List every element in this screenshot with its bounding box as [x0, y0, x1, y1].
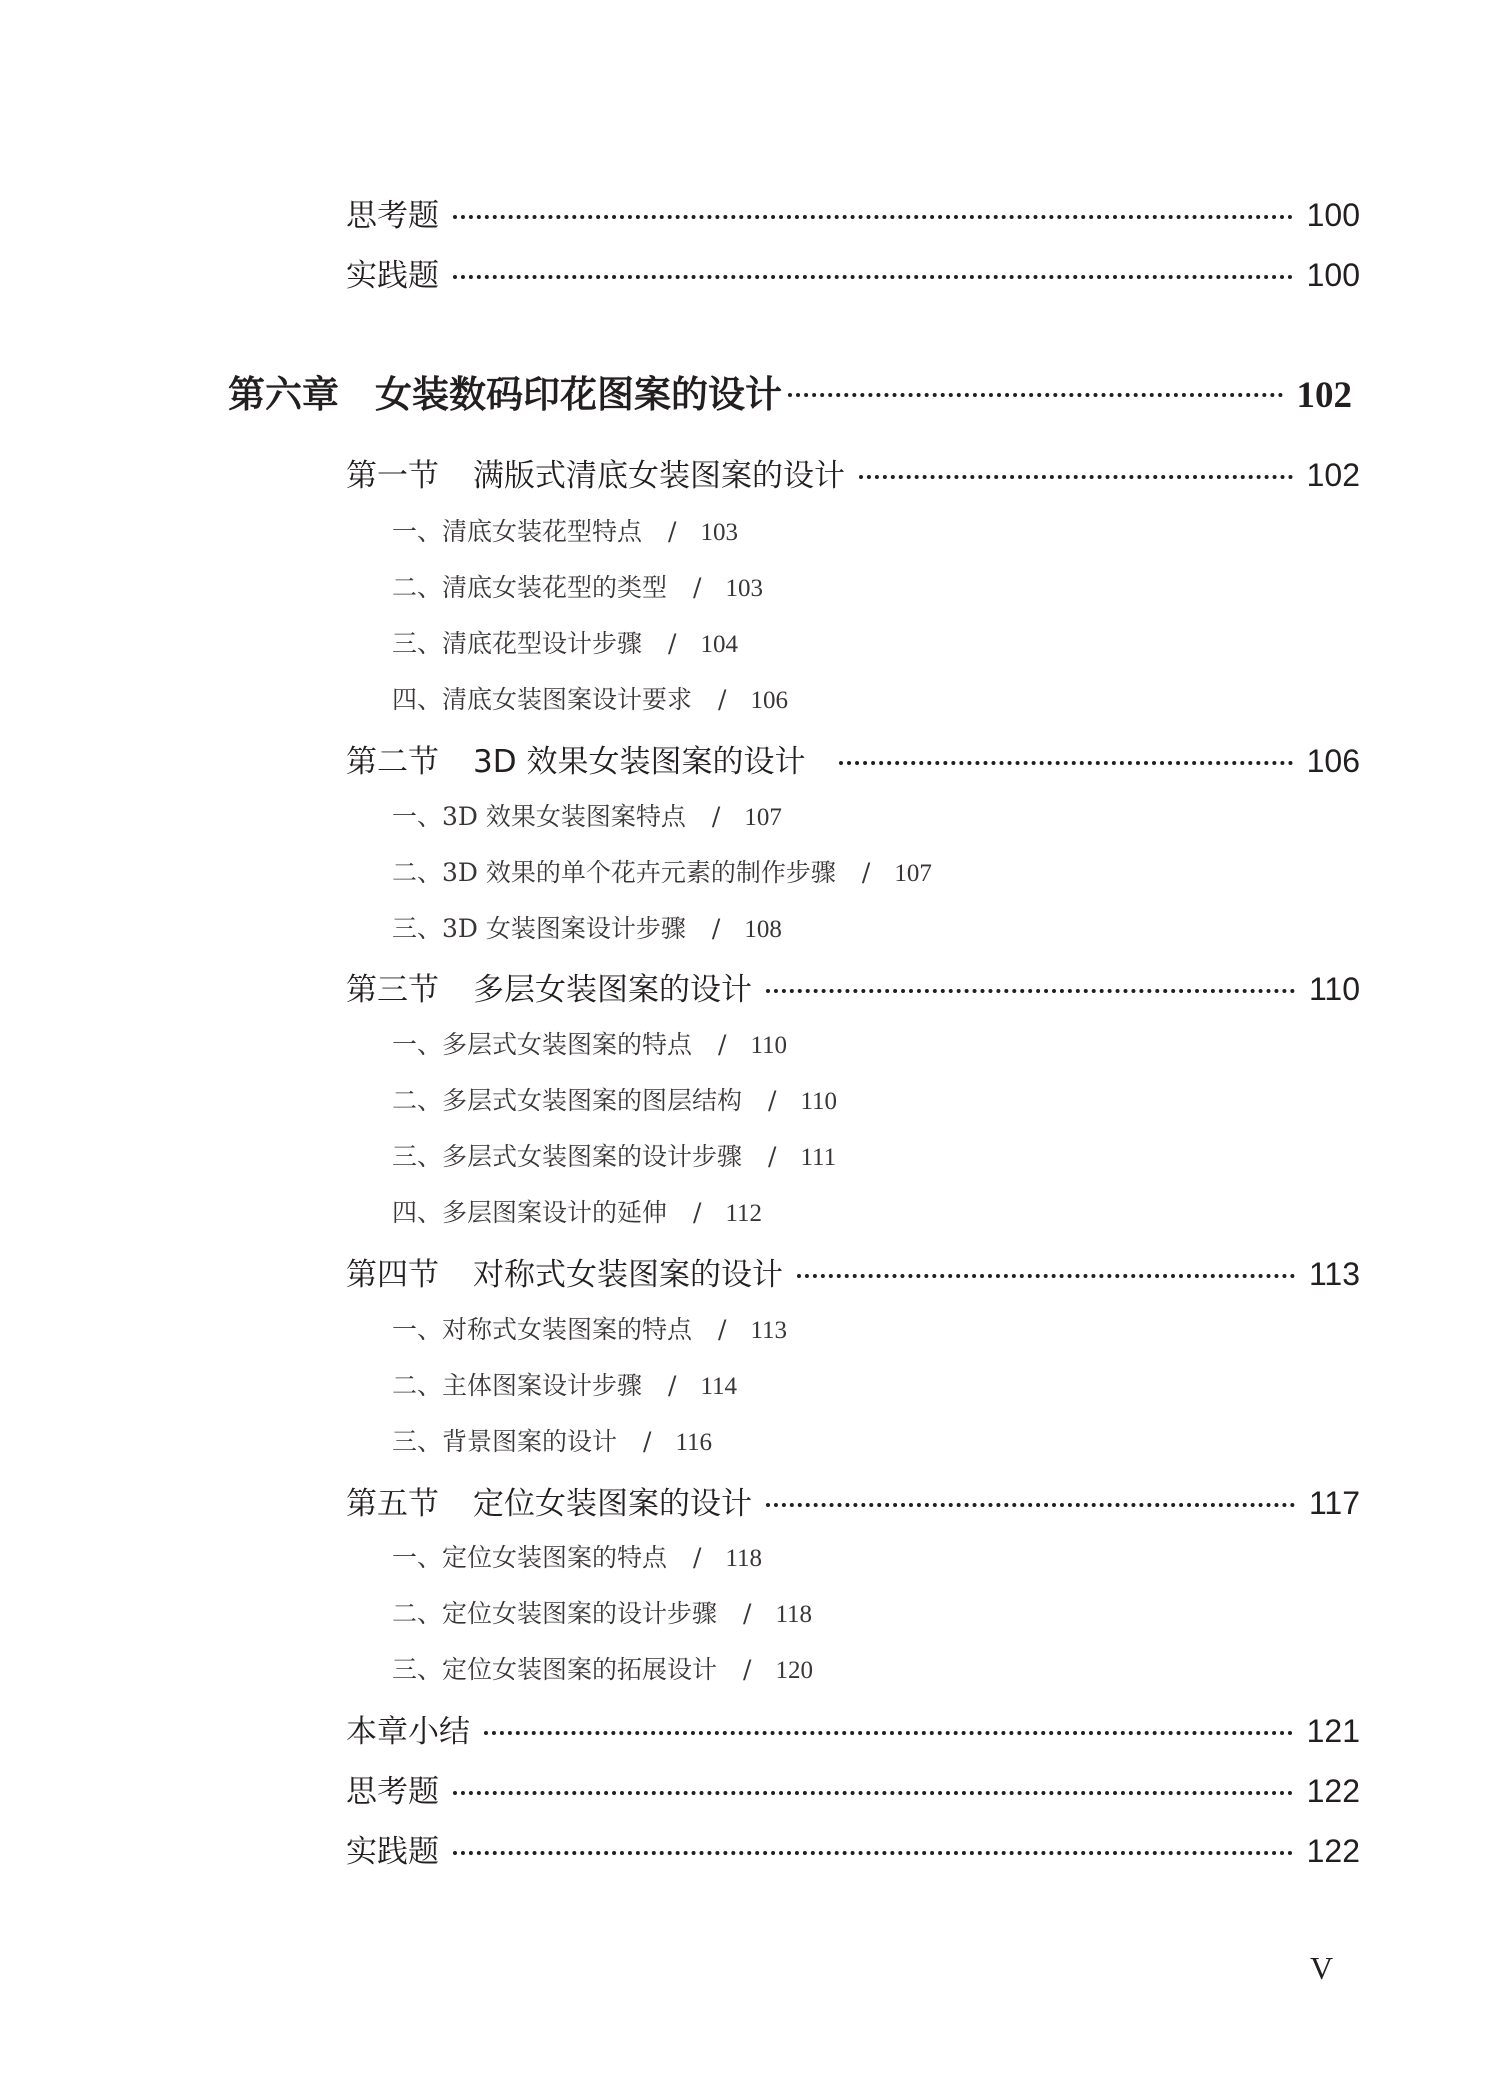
- subitem-label: 四、清底女装图案设计要求: [392, 685, 693, 714]
- section-page: 113: [1308, 1256, 1360, 1292]
- toc-subitem[interactable]: [392, 1310, 787, 1346]
- toc-subitem[interactable]: [392, 1366, 737, 1402]
- section-number: 第一节: [346, 458, 439, 494]
- entry-page: 100: [1306, 197, 1360, 233]
- separator-slash: /: [861, 858, 871, 887]
- toc-section-entry[interactable]: [346, 1478, 1360, 1523]
- subitem-page: 107: [894, 860, 932, 887]
- subitem-label: 三、多层式女装图案的设计步骤: [392, 1142, 743, 1171]
- separator-slash: /: [718, 1030, 727, 1059]
- leader-dots: [453, 1851, 1293, 1855]
- toc-subitem[interactable]: [392, 624, 738, 660]
- separator-slash: /: [768, 1142, 777, 1171]
- section-title: 定位女装图案的设计: [473, 1486, 752, 1522]
- subitem-page: 110: [750, 1032, 788, 1059]
- toc-section-entry[interactable]: [346, 450, 1360, 495]
- subitem-page: 103: [700, 519, 738, 546]
- subitem-label: 一、多层式女装图案的特点: [392, 1030, 693, 1059]
- toc-subitem[interactable]: [392, 568, 763, 604]
- leader-dots: [453, 215, 1293, 219]
- separator-slash: /: [718, 685, 727, 714]
- section-page: 117: [1308, 1485, 1360, 1521]
- separator-slash: /: [718, 1315, 727, 1344]
- separator-slash: /: [711, 914, 721, 943]
- toc-subitem[interactable]: [392, 1422, 712, 1458]
- subitem-page: 111: [800, 1144, 837, 1171]
- subitem-page: 114: [700, 1373, 738, 1400]
- separator-slash: /: [668, 517, 677, 546]
- separator-slash: /: [743, 1655, 752, 1684]
- subitem-label: 一、对称式女装图案的特点: [392, 1315, 693, 1344]
- toc-subitem[interactable]: [392, 1081, 837, 1117]
- leader-dots: [484, 1731, 1293, 1735]
- subitem-label: 一、3D 效果女装图案特点: [392, 802, 686, 831]
- toc-section-entry[interactable]: [346, 1249, 1360, 1294]
- subitem-label: 三、3D 女装图案设计步骤: [392, 914, 686, 943]
- entry-label: 思考题: [346, 198, 439, 234]
- subitem-label: 三、定位女装图案的拓展设计: [392, 1655, 718, 1684]
- section-page: 102: [1306, 457, 1360, 493]
- chapter-title: 女装数码印花图案的设计: [375, 372, 782, 416]
- section-page: 106: [1306, 743, 1360, 779]
- leader-dots: [859, 475, 1293, 479]
- leader-dots: [788, 393, 1283, 397]
- toc-subitem[interactable]: [392, 909, 782, 945]
- separator-slash: /: [668, 1371, 677, 1400]
- entry-page: 121: [1306, 1713, 1360, 1749]
- toc-subitem[interactable]: [392, 1025, 787, 1061]
- toc-subitem[interactable]: [392, 1193, 762, 1229]
- subitem-page: 110: [800, 1088, 838, 1115]
- entry-page: 122: [1306, 1773, 1360, 1809]
- entry-label: 实践题: [346, 258, 439, 294]
- separator-slash: /: [693, 1198, 702, 1227]
- section-title: 满版式清底女装图案的设计: [473, 458, 845, 494]
- section-number: 第三节: [346, 972, 439, 1008]
- toc-entry-exercises[interactable]: [346, 190, 1360, 235]
- entry-page: 122: [1306, 1833, 1360, 1869]
- toc-subitem[interactable]: [392, 1538, 762, 1574]
- toc-subitem[interactable]: [392, 1594, 812, 1630]
- subitem-label: 四、多层图案设计的延伸: [392, 1198, 668, 1227]
- subitem-page: 118: [775, 1601, 813, 1628]
- subitem-label: 二、定位女装图案的设计步骤: [392, 1599, 718, 1628]
- chapter-page: 102: [1296, 375, 1352, 416]
- toc-entry-exercises[interactable]: [346, 1766, 1360, 1811]
- subitem-label: 一、定位女装图案的特点: [392, 1543, 668, 1572]
- subitem-page: 108: [744, 916, 782, 943]
- subitem-page: 120: [775, 1657, 813, 1684]
- section-number: 第四节: [346, 1257, 439, 1293]
- subitem-page: 104: [700, 631, 738, 658]
- toc-section-entry[interactable]: [346, 736, 1360, 781]
- leader-dots: [453, 275, 1293, 279]
- entry-label: 本章小结: [346, 1714, 470, 1750]
- subitem-label: 二、主体图案设计步骤: [392, 1371, 643, 1400]
- toc-entry-practice[interactable]: [346, 250, 1360, 295]
- separator-slash: /: [711, 802, 721, 831]
- separator-slash: /: [743, 1599, 752, 1628]
- subitem-page: 116: [675, 1429, 713, 1456]
- section-title: 3D 效果女装图案的设计: [473, 744, 806, 780]
- leader-dots: [839, 761, 1292, 765]
- leader-dots: [766, 1503, 1295, 1507]
- toc-entry-summary[interactable]: [346, 1706, 1360, 1751]
- separator-slash: /: [693, 1543, 702, 1572]
- toc-subitem[interactable]: [392, 797, 782, 833]
- toc-entry-practice[interactable]: [346, 1826, 1360, 1871]
- subitem-label: 一、清底女装花型特点: [392, 517, 643, 546]
- entry-label: 思考题: [346, 1774, 439, 1810]
- chapter-number: 第六章: [228, 372, 339, 416]
- entry-page: 100: [1306, 257, 1360, 293]
- subitem-label: 二、3D 效果的单个花卉元素的制作步骤: [392, 858, 836, 887]
- subitem-label: 三、背景图案的设计: [392, 1427, 618, 1456]
- toc-section-entry[interactable]: [346, 964, 1360, 1009]
- subitem-page: 112: [725, 1200, 763, 1227]
- section-page: 110: [1308, 971, 1360, 1007]
- separator-slash: /: [693, 573, 702, 602]
- toc-subitem[interactable]: [392, 1137, 836, 1173]
- subitem-page: 103: [725, 575, 763, 602]
- leader-dots: [797, 1274, 1295, 1278]
- section-number: 第二节: [346, 744, 439, 780]
- separator-slash: /: [668, 629, 677, 658]
- subitem-page: 106: [750, 687, 788, 714]
- subitem-page: 113: [750, 1317, 788, 1344]
- toc-subitem[interactable]: [392, 512, 738, 548]
- subitem-page: 107: [744, 804, 782, 831]
- toc-chapter-entry[interactable]: [228, 364, 1352, 418]
- entry-label: 实践题: [346, 1834, 439, 1870]
- toc-subitem[interactable]: [392, 1650, 813, 1686]
- separator-slash: /: [643, 1427, 652, 1456]
- section-number: 第五节: [346, 1486, 439, 1522]
- subitem-label: 二、多层式女装图案的图层结构: [392, 1086, 743, 1115]
- section-title: 多层女装图案的设计: [473, 972, 752, 1008]
- leader-dots: [453, 1791, 1293, 1795]
- subitem-label: 二、清底女装花型的类型: [392, 573, 668, 602]
- toc-subitem[interactable]: [392, 680, 788, 716]
- subitem-label: 三、清底花型设计步骤: [392, 629, 643, 658]
- leader-dots: [766, 989, 1295, 993]
- section-title: 对称式女装图案的设计: [473, 1257, 783, 1293]
- separator-slash: /: [768, 1086, 777, 1115]
- toc-subitem[interactable]: [392, 853, 932, 889]
- page-folio: V: [1310, 1950, 1334, 1986]
- subitem-page: 118: [725, 1545, 763, 1572]
